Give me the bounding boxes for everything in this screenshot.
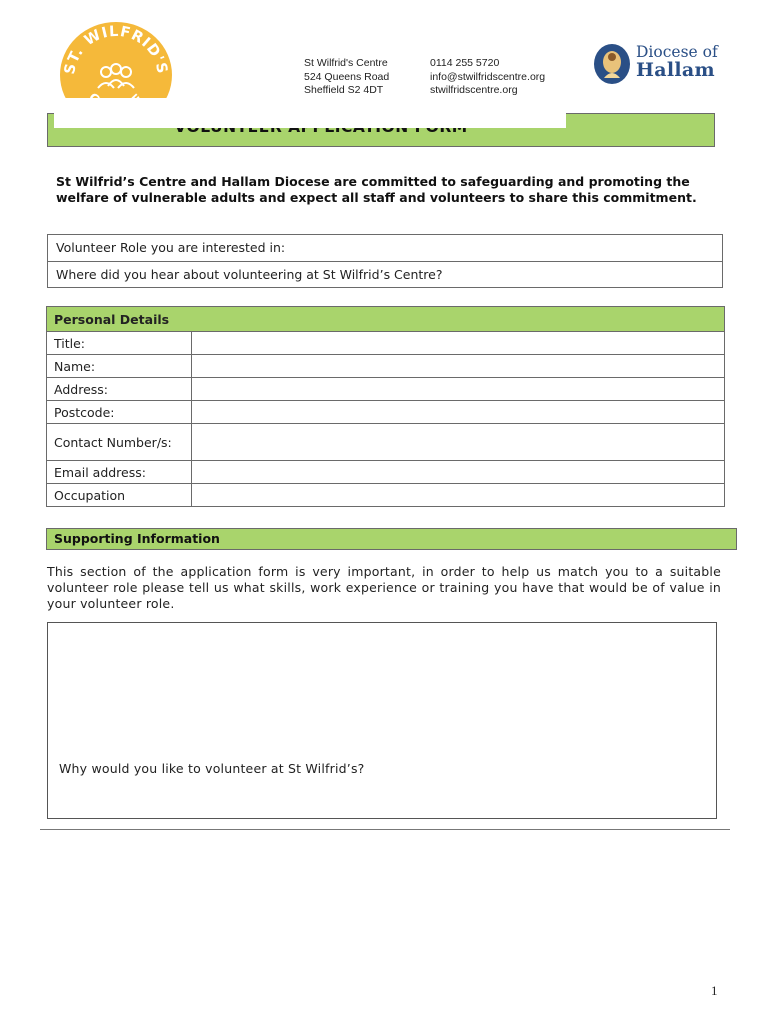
role-field[interactable]: Volunteer Role you are interested in:: [56, 240, 286, 255]
hear-about-field[interactable]: Where did you hear about volunteering at St Wilfrid’s Centre?: [48, 261, 722, 288]
phone-number: 0114 255 5720: [430, 57, 500, 69]
field-label: Name:: [47, 355, 192, 378]
address-input[interactable]: [192, 378, 725, 401]
occupation-input[interactable]: [192, 484, 725, 507]
logo-text-top: ST. WILFRID'S: [61, 23, 171, 76]
personal-details-table: [46, 306, 725, 507]
svg-text:ST. WILFRID'S: [62, 24, 170, 76]
field-label: Title:: [47, 332, 192, 355]
email-input[interactable]: [192, 461, 725, 484]
diocese-name-line2: Hallam: [636, 59, 715, 81]
header-overlay: [54, 98, 566, 128]
contact-number-input[interactable]: [192, 424, 725, 461]
field-label: Email address:: [47, 461, 192, 484]
safeguarding-statement: St Wilfrid’s Centre and Hallam Diocese are committed to safeguarding and promoting the welfare of vulnerable adults and expect all staff and volunteers to share this commitment.: [56, 174, 697, 205]
website-link[interactable]: stwilfridscentre.org: [430, 84, 518, 96]
address-line: Sheffield S2 4DT: [304, 84, 384, 96]
supporting-info-heading: Supporting Information: [46, 528, 737, 550]
why-volunteer-question: Why would you like to volunteer at St Wilfrid’s?: [59, 761, 365, 776]
email-link[interactable]: info@stwilfridscentre.org: [430, 70, 546, 83]
supporting-info-description: This section of the application form is very important, in order to help us match you to a suitable volunteer role please tell us what skills, work experience or training you have that would be of value in your volunteer role.: [47, 564, 721, 611]
address-line: St Wilfrid's Centre: [304, 57, 388, 69]
address-line: 524 Queens Road: [304, 70, 390, 83]
field-label: Address:: [47, 378, 192, 401]
name-input[interactable]: [192, 355, 725, 378]
supporting-info-textarea[interactable]: [47, 622, 717, 819]
divider: [40, 829, 730, 830]
postcode-input[interactable]: [192, 401, 725, 424]
diocese-name-line1: Diocese of: [636, 43, 718, 61]
page-number: 1: [711, 983, 718, 998]
personal-details-heading: Personal Details: [47, 307, 725, 332]
role-section: [47, 234, 723, 288]
address-block: [304, 57, 389, 98]
field-label: Contact Number/s:: [47, 424, 192, 461]
people-icon: [98, 64, 134, 88]
title-input[interactable]: [192, 332, 725, 355]
field-label: Postcode:: [47, 401, 192, 424]
field-label: Occupation: [47, 484, 192, 507]
contact-block: [430, 57, 545, 98]
